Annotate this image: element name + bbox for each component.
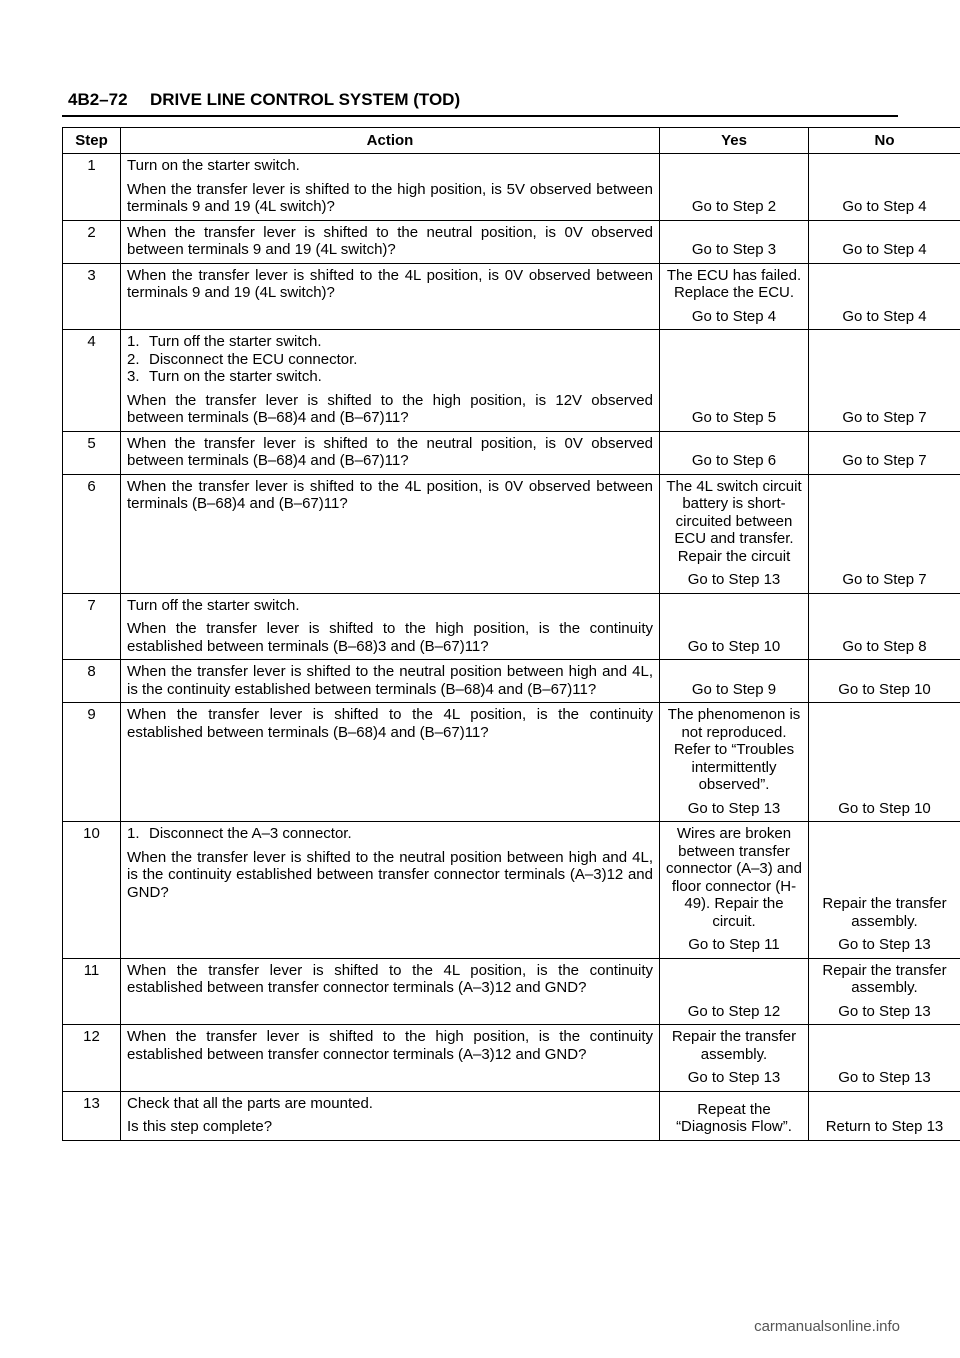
no-outcome-text: Go to Step 4 bbox=[842, 241, 927, 258]
action-text: When the transfer lever is shifted to the neutral position, is 0V observed between terminals (B–68)4 and (B–67)11? bbox=[127, 434, 653, 469]
column-header-yes: Yes bbox=[660, 128, 809, 154]
no-result-cell bbox=[809, 703, 960, 822]
table-row bbox=[63, 958, 960, 1025]
no-outcome-text: Go to Step 7 bbox=[842, 409, 927, 426]
list-item-text: Disconnect the ECU connector. bbox=[149, 350, 358, 368]
action-cell bbox=[121, 958, 660, 1025]
no-outcome-text: Go to Step 10 bbox=[838, 680, 931, 698]
action-text: Is this step complete? bbox=[127, 1118, 273, 1135]
column-header-no: No bbox=[809, 128, 960, 154]
step-number: 11 bbox=[63, 958, 121, 1025]
yes-outcome-text: The ECU has failed. Replace the ECU. bbox=[666, 266, 802, 301]
diagnosis-table-container bbox=[62, 127, 947, 1141]
action-text: When the transfer lever is shifted to the 4L position, is the continuity established between terminals (B–68)4 and (B–67)11? bbox=[127, 706, 653, 741]
yes-result-cell bbox=[660, 474, 809, 593]
no-outcome-text: Go to Step 13 bbox=[838, 1002, 931, 1020]
action-cell bbox=[121, 474, 660, 593]
step-number: 1 bbox=[63, 154, 121, 221]
action-cell bbox=[121, 703, 660, 822]
yes-outcome-text: The 4L switch circuit battery is short-circuited between ECU and transfer. Repair the circuit bbox=[666, 477, 802, 565]
page-header bbox=[62, 89, 898, 117]
no-outcome-text: Go to Step 4 bbox=[842, 307, 927, 325]
action-text: When the transfer lever is shifted to the 4L position, is the continuity established between transfer connector terminals (A–3)12 and GND? bbox=[127, 961, 653, 996]
column-header-step: Step bbox=[63, 128, 121, 154]
step-number: 2 bbox=[63, 220, 121, 263]
yes-outcome-text: Repeat the “Diagnosis Flow”. bbox=[676, 1100, 792, 1135]
yes-result-cell bbox=[660, 220, 809, 263]
action-cell bbox=[121, 593, 660, 660]
no-outcome-text: Return to Step 13 bbox=[825, 1118, 944, 1135]
action-list-item bbox=[127, 368, 653, 386]
yes-outcome-text: Go to Step 3 bbox=[691, 241, 777, 258]
yes-outcome-text: Go to Step 2 bbox=[691, 198, 777, 215]
action-cell bbox=[121, 330, 660, 432]
action-text: Turn on the starter switch. bbox=[127, 157, 300, 174]
yes-outcome-text: Go to Step 10 bbox=[687, 637, 781, 655]
yes-result-cell bbox=[660, 703, 809, 822]
yes-outcome-text: Go to Step 4 bbox=[691, 307, 777, 325]
table-row bbox=[63, 1025, 960, 1092]
list-item-text: Disconnect the A–3 connector. bbox=[149, 825, 352, 842]
yes-outcome-text: Go to Step 11 bbox=[688, 936, 780, 953]
no-outcome-text: Go to Step 13 bbox=[838, 936, 931, 953]
table-row bbox=[63, 330, 960, 432]
no-result-cell bbox=[809, 474, 960, 593]
step-number: 8 bbox=[63, 660, 121, 703]
yes-outcome-text: Go to Step 5 bbox=[691, 409, 777, 426]
page-code: 4B2–72 bbox=[68, 90, 128, 109]
yes-result-cell bbox=[660, 431, 809, 474]
action-cell bbox=[121, 431, 660, 474]
no-result-cell bbox=[809, 263, 960, 330]
page-title: DRIVE LINE CONTROL SYSTEM (TOD) bbox=[150, 90, 461, 109]
no-outcome-text: Repair the transfer assembly. bbox=[822, 961, 947, 996]
column-header-action: Action bbox=[121, 128, 660, 154]
list-item-number: 2. bbox=[127, 350, 140, 368]
yes-result-cell bbox=[660, 660, 809, 703]
no-result-cell bbox=[809, 1025, 960, 1092]
no-outcome-text: Go to Step 4 bbox=[842, 198, 927, 215]
yes-result-cell bbox=[660, 1091, 809, 1140]
action-cell bbox=[121, 1025, 660, 1092]
yes-outcome-text: Go to Step 13 bbox=[687, 571, 781, 588]
yes-result-cell bbox=[660, 263, 809, 330]
no-result-cell bbox=[809, 593, 960, 660]
watermark: carmanualsonline.info bbox=[754, 1318, 900, 1335]
step-number: 3 bbox=[63, 263, 121, 330]
table-row bbox=[63, 822, 960, 959]
action-text: When the transfer lever is shifted to the 4L position, is 0V observed between terminals (B–68)4 and (B–67)11? bbox=[127, 477, 653, 512]
step-number: 12 bbox=[63, 1025, 121, 1092]
table-row bbox=[63, 703, 960, 822]
yes-outcome-text: Go to Step 13 bbox=[687, 799, 781, 817]
no-outcome-text: Go to Step 10 bbox=[838, 799, 931, 817]
yes-result-cell bbox=[660, 822, 809, 959]
no-result-cell bbox=[809, 958, 960, 1025]
action-text: When the transfer lever is shifted to the neutral position between high and 4L, is the continuity established between terminals (B–68)4 and (B–67)11? bbox=[127, 663, 653, 698]
no-result-cell bbox=[809, 330, 960, 432]
action-text: When the transfer lever is shifted to the high position, is 5V observed between terminals 9 and 19 (4L switch)? bbox=[127, 180, 653, 215]
action-numbered-list bbox=[127, 333, 653, 386]
list-item-number: 1. bbox=[127, 825, 140, 842]
action-text: Turn off the starter switch. bbox=[127, 596, 300, 614]
step-number: 9 bbox=[63, 703, 121, 822]
yes-outcome-text: The phenomenon is not reproduced. Refer to “Troubles intermittently observed”. bbox=[667, 706, 801, 793]
no-result-cell bbox=[809, 431, 960, 474]
diagnosis-table-body bbox=[63, 154, 960, 1141]
yes-result-cell bbox=[660, 154, 809, 221]
diagnosis-table bbox=[62, 127, 960, 1141]
yes-outcome-text: Go to Step 13 bbox=[687, 1069, 781, 1086]
action-cell bbox=[121, 263, 660, 330]
yes-outcome-text: Go to Step 6 bbox=[691, 452, 777, 469]
step-number: 10 bbox=[63, 822, 121, 959]
action-text: When the transfer lever is shifted to the neutral position between high and 4L, is the continuity established between transfer connector terminals (A–3)12 and GND? bbox=[127, 848, 653, 901]
list-item-text: Turn off the starter switch. bbox=[149, 333, 322, 350]
no-outcome-text: Go to Step 8 bbox=[842, 637, 927, 655]
table-header-row bbox=[63, 128, 960, 154]
yes-result-cell bbox=[660, 958, 809, 1025]
action-list-item bbox=[127, 351, 653, 369]
yes-outcome-text: Go to Step 12 bbox=[687, 1002, 781, 1020]
no-result-cell bbox=[809, 1091, 960, 1140]
action-text: Check that all the parts are mounted. bbox=[127, 1094, 373, 1112]
action-text: When the transfer lever is shifted to the high position, is 12V observed between terminals (B–68)4 and (B–67)11? bbox=[127, 391, 653, 426]
step-number: 5 bbox=[63, 431, 121, 474]
list-item-number: 1. bbox=[127, 333, 140, 350]
action-list-item bbox=[127, 333, 653, 351]
step-number: 7 bbox=[63, 593, 121, 660]
action-cell bbox=[121, 660, 660, 703]
no-result-cell bbox=[809, 154, 960, 221]
action-text: When the transfer lever is shifted to the neutral position, is 0V observed between terminals 9 and 19 (4L switch)? bbox=[127, 223, 653, 258]
yes-outcome-text: Repair the transfer assembly. bbox=[671, 1028, 797, 1063]
action-numbered-list bbox=[127, 825, 653, 843]
no-result-cell bbox=[809, 660, 960, 703]
yes-result-cell bbox=[660, 593, 809, 660]
table-row bbox=[63, 660, 960, 703]
table-row bbox=[63, 593, 960, 660]
step-number: 4 bbox=[63, 330, 121, 432]
yes-outcome-text: Wires are broken between transfer connector (A–3) and floor connector (H-49). Repair the circuit. bbox=[666, 825, 802, 930]
yes-outcome-text: Go to Step 9 bbox=[691, 680, 777, 698]
action-list-item bbox=[127, 825, 653, 843]
table-row bbox=[63, 220, 960, 263]
action-cell bbox=[121, 1091, 660, 1140]
yes-result-cell bbox=[660, 1025, 809, 1092]
action-text: When the transfer lever is shifted to the high position, is the continuity established between transfer connector terminals (A–3)12 and GND? bbox=[127, 1028, 653, 1063]
no-outcome-text: Go to Step 7 bbox=[842, 571, 927, 588]
table-row bbox=[63, 154, 960, 221]
action-text: When the transfer lever is shifted to the 4L position, is 0V observed between terminals 9 and 19 (4L switch)? bbox=[127, 266, 653, 301]
table-row bbox=[63, 474, 960, 593]
table-row bbox=[63, 431, 960, 474]
table-row bbox=[63, 263, 960, 330]
no-outcome-text: Go to Step 7 bbox=[842, 452, 927, 469]
no-result-cell bbox=[809, 220, 960, 263]
yes-result-cell bbox=[660, 330, 809, 432]
table-row bbox=[63, 1091, 960, 1140]
list-item-number: 3. bbox=[127, 368, 140, 385]
action-cell bbox=[121, 822, 660, 959]
action-cell bbox=[121, 220, 660, 263]
step-number: 13 bbox=[63, 1091, 121, 1140]
no-result-cell bbox=[809, 822, 960, 959]
step-number: 6 bbox=[63, 474, 121, 593]
list-item-text: Turn on the starter switch. bbox=[149, 368, 322, 385]
action-cell bbox=[121, 154, 660, 221]
action-text: When the transfer lever is shifted to the high position, is the continuity established between terminals (B–68)3 and (B–67)11? bbox=[127, 620, 653, 655]
no-outcome-text: Repair the transfer assembly. bbox=[822, 895, 947, 930]
no-outcome-text: Go to Step 13 bbox=[838, 1069, 931, 1086]
